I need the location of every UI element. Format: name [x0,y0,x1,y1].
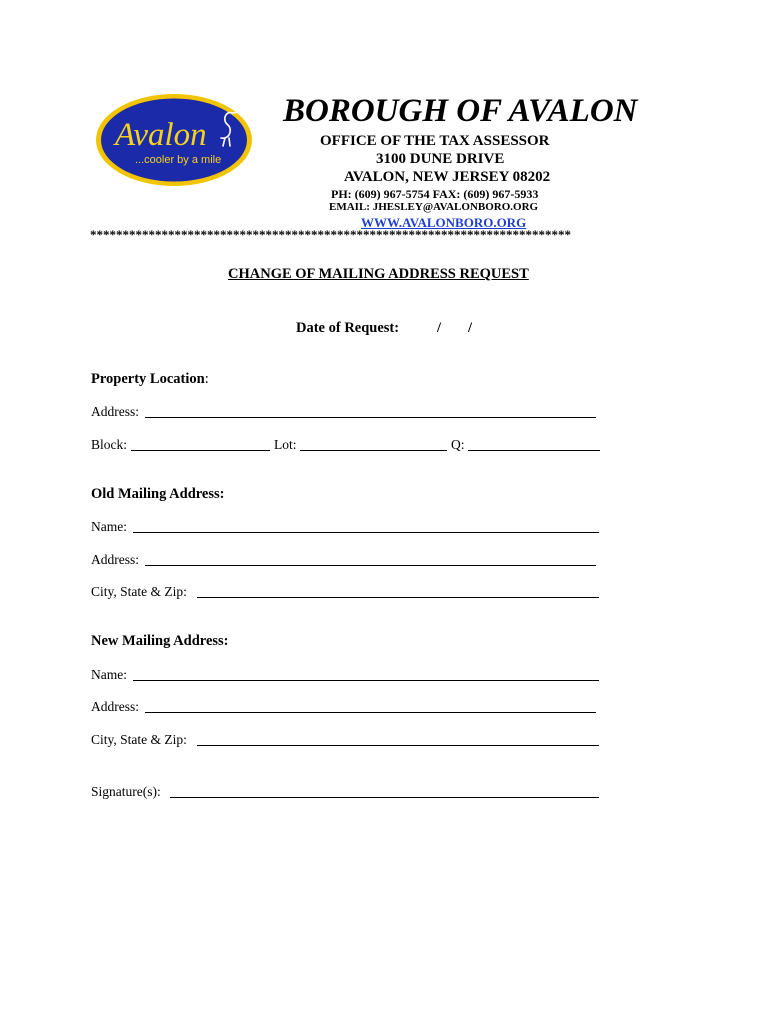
block-label: Block: [91,437,127,452]
property-address-label: Address: [91,404,139,419]
new-city-field[interactable] [197,745,599,746]
logo-wordmark: Avalon [115,117,207,153]
old-address-heading: Old Mailing Address: [91,486,225,502]
q-label: Q: [451,437,465,452]
old-city-label: City, State & Zip: [91,584,187,599]
new-city-label: City, State & Zip: [91,732,187,747]
logo-tagline: ...cooler by a mile [135,154,222,166]
property-address-field[interactable] [145,417,596,418]
new-name-label: Name: [91,667,127,682]
street-address: 3100 DUNE DRIVE [376,151,505,167]
date-slash-2: / [468,320,473,336]
website-link[interactable]: WWW.AVALONBORO.ORG [361,215,527,230]
block-field[interactable] [131,450,270,451]
new-address-label: Address: [91,699,139,714]
phone-fax: PH: (609) 967-5754 FAX: (609) 967-5933 [331,187,539,201]
property-location-heading: Property Location: [91,371,209,387]
date-label: Date of Request: [296,320,400,336]
old-address-label: Address: [91,552,139,567]
new-address-heading: New Mailing Address: [91,633,229,649]
office-name: OFFICE OF THE TAX ASSESSOR [320,133,550,149]
old-city-field[interactable] [197,597,599,598]
old-name-field[interactable] [133,532,599,533]
lot-label: Lot: [274,437,297,452]
form-title: CHANGE OF MAILING ADDRESS REQUEST [228,266,529,282]
q-field[interactable] [468,450,600,451]
old-address-field[interactable] [145,565,596,566]
date-slash-1: / [437,320,442,336]
signature-field[interactable] [170,797,599,798]
separator-line: ************************************************************************** [90,227,571,242]
new-name-field[interactable] [133,680,599,681]
avalon-logo [95,93,253,187]
page-title: BOROUGH OF AVALON [283,93,638,129]
signature-label: Signature(s): [91,784,161,799]
email-address: EMAIL: JHESLEY@AVALONBORO.ORG [329,201,539,213]
lot-field[interactable] [300,450,447,451]
old-name-label: Name: [91,519,127,534]
city-address: AVALON, NEW JERSEY 08202 [344,169,551,185]
new-address-field[interactable] [145,712,596,713]
